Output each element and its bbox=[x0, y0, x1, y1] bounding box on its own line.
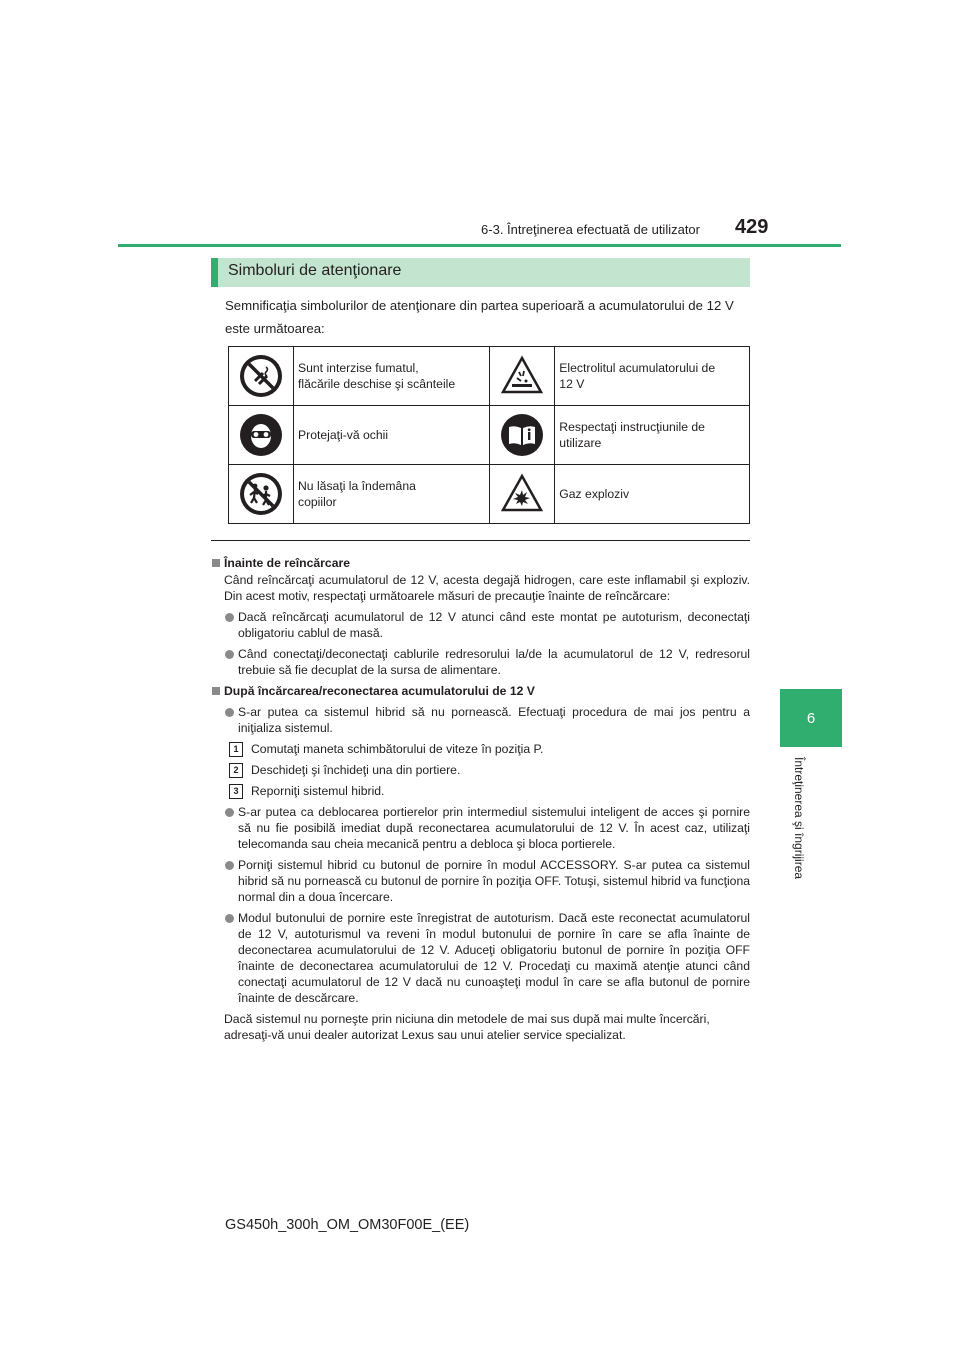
table-row bbox=[229, 406, 750, 465]
chapter-title: Întreţinerea şi îngrijirea bbox=[792, 757, 806, 880]
bullet-item: S-ar putea ca sistemul hibrid să nu pornească. Efectuaţi procedura de mai jos pentru a iniţializa sistemul. bbox=[211, 704, 750, 736]
section-title: 6-3. Întreţinerea efectuată de utilizator bbox=[481, 222, 700, 237]
chapter-tab bbox=[780, 689, 842, 747]
no-smoking-icon bbox=[239, 354, 283, 398]
warning-text: Protejaţi-vă ochii bbox=[298, 428, 389, 442]
section-heading-bar bbox=[211, 258, 750, 287]
step-item bbox=[211, 762, 750, 778]
bullet-item: Când conectaţi/deconectaţi cablurile redresorului la/de la acumulatorul de 12 V, redresorul trebuie să fie decuplat de la sursa de alimentare. bbox=[211, 646, 750, 678]
table-row bbox=[229, 465, 750, 524]
step-item bbox=[211, 741, 750, 757]
explosive-gas-icon bbox=[500, 472, 544, 516]
warning-text: Sunt interzise fumatul, flăcările deschise şi scânteile bbox=[298, 361, 456, 391]
bullet-item: Modul butonului de pornire este înregistrat de autoturism. Dacă este reconectat acumulatorul de 12 V, autoturismul va reveni în modul butonului de pornire în care se afla înainte de deconectarea acumulatorului de 12 V. Aduceţi obligatoriu butonul de pornire în poziţia OFF înainte de deconectarea acumulatorului de 12 V. Procedaţi cu maximă atenţie atunci când conectaţi acumulatorul de 12 V dacă nu cunoaşteţi modul în care se afla butonul de pornire înainte de descărcare. bbox=[211, 910, 750, 1006]
subsection-heading: Înainte de reîncărcare bbox=[211, 555, 750, 571]
closing-paragraph: Dacă sistemul nu porneşte prin niciuna din metodele de mai sus după mai multe încercări, adresaţi-vă unui dealer autorizat Lexus sau unui atelier service specializat. bbox=[224, 1012, 710, 1042]
warning-text: Electrolitul acumulatorului de 12 V bbox=[559, 361, 716, 391]
header-divider bbox=[118, 244, 841, 247]
chapter-number: 6 bbox=[806, 709, 816, 727]
step-item bbox=[211, 783, 750, 799]
keep-from-children-icon bbox=[239, 472, 283, 516]
section-divider bbox=[211, 540, 750, 541]
warning-text: Respectaţi instrucţiunile de utilizare bbox=[559, 420, 705, 450]
bullet-item: Porniţi sistemul hibrid cu butonul de pornire în modul ACCESSORY. S-ar putea ca sistemul hibrid să nu pornească cu butonul de pornire în poziţia OFF. Totuşi, sistemul hibrid va funcţiona normal din a doua încercare. bbox=[211, 857, 750, 905]
intro-text: Semnificaţia simbolurilor de atenţionare din partea superioară a acumulatorului de 12 V este următoarea: bbox=[225, 298, 734, 336]
bullet-item: Dacă reîncărcaţi acumulatorul de 12 V atunci când este montat pe autoturism, deconectaţi obligatoriu cablul de masă. bbox=[211, 609, 750, 641]
step-text: Deschideţi şi închideţi una din portiere. bbox=[251, 763, 461, 777]
document-code: GS450h_300h_OM_OM30F00E_(EE) bbox=[225, 1217, 470, 1233]
page-number: 429 bbox=[735, 216, 769, 238]
eye-protection-icon bbox=[239, 413, 283, 457]
section-heading: Simboluri de atenţionare bbox=[228, 262, 402, 279]
warning-symbols-table bbox=[228, 346, 750, 524]
paragraph: Când reîncărcaţi acumulatorul de 12 V, acesta degajă hidrogen, care este inflamabil şi exploziv. Din acest motiv, respectaţi următoarele măsuri de precauţie înainte de reîncărcare: bbox=[224, 573, 750, 603]
table-row bbox=[229, 347, 750, 406]
step-text: Reporniţi sistemul hibrid. bbox=[251, 784, 385, 798]
step-text: Comutaţi maneta schimbătorului de viteze în poziţia P. bbox=[251, 742, 544, 756]
step-number: 3 bbox=[229, 784, 243, 799]
read-manual-icon bbox=[500, 413, 544, 457]
warning-text: Nu lăsaţi la îndemâna copiilor bbox=[298, 479, 416, 509]
step-number: 1 bbox=[229, 742, 243, 757]
battery-acid-icon bbox=[500, 354, 544, 398]
warning-text: Gaz exploziv bbox=[559, 487, 630, 501]
step-number: 2 bbox=[229, 763, 243, 778]
bullet-item: S-ar putea ca deblocarea portierelor prin intermediul sistemului inteligent de acces şi pornire să nu fie posibilă imediat după reconectarea acumulatorului de 12 V. În acest caz, utilizaţi telecomanda sau cheia mecanică pentru a debloca şi bloca portierele. bbox=[211, 804, 750, 852]
main-content bbox=[211, 550, 750, 1043]
subsection-heading: După încărcarea/reconectarea acumulatorului de 12 V bbox=[211, 683, 750, 699]
